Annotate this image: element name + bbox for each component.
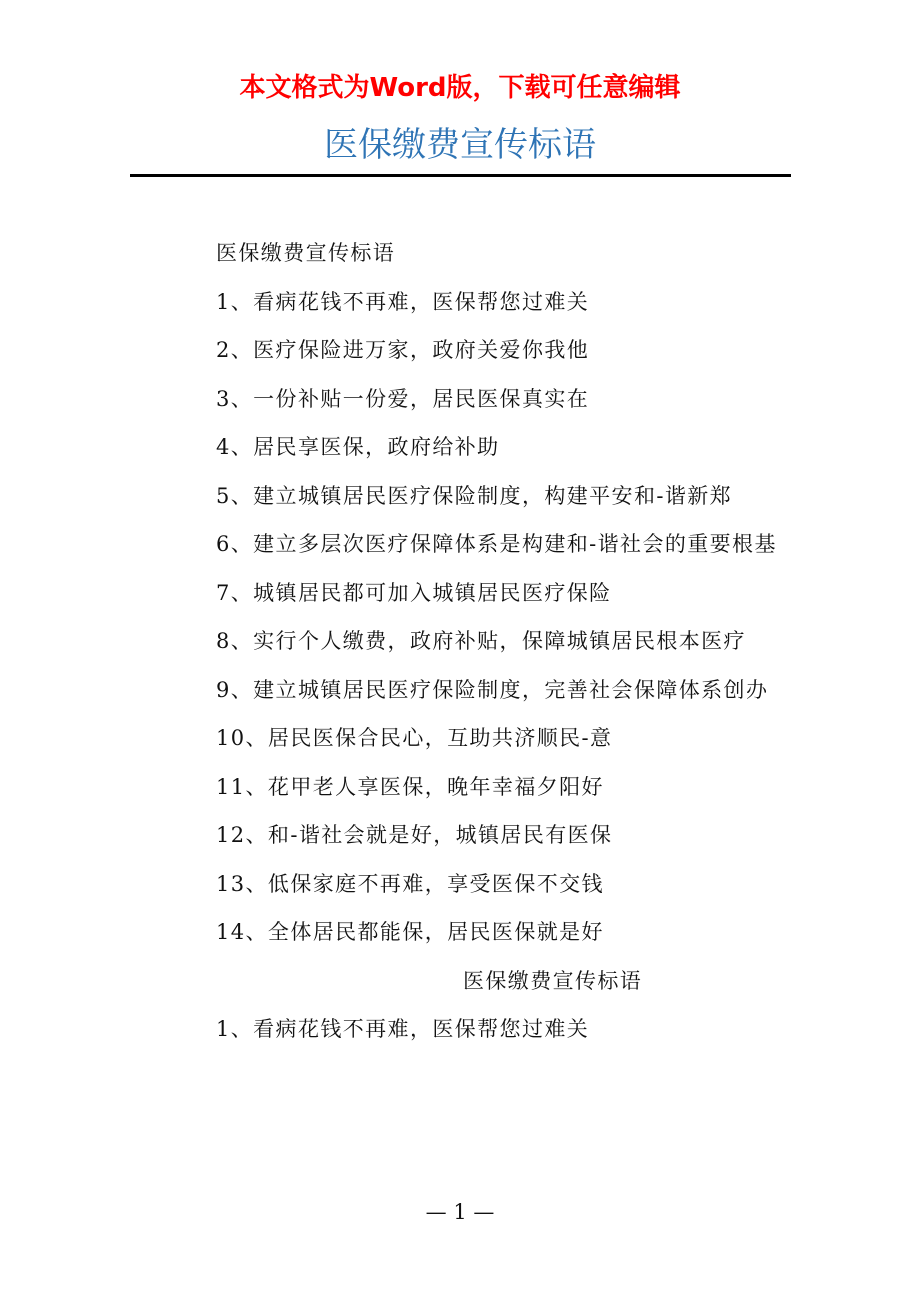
slogan-item: 6、建立多层次医疗保障体系是构建和-谐社会的重要根基 [216,532,777,556]
slogan-item: 8、实行个人缴费，政府补贴，保障城镇居民根本医疗 [216,629,746,653]
slogan-item: 13、低保家庭不再难，享受医保不交钱 [216,871,604,896]
page-number: — 1 — [425,1200,495,1224]
slogan-item: 4、居民享医保，政府给补助 [216,435,500,459]
body-subheading: 医保缴费宣传标语 [463,968,643,993]
slogan-item: 14、全体居民都能保，居民医保就是好 [216,920,604,944]
slogan-item: 10、居民医保合民心，互助共济顺民-意 [216,726,613,750]
body-heading: 医保缴费宣传标语 [216,241,396,265]
slogan-item: 12、和-谐社会就是好，城镇居民有医保 [216,823,613,847]
document-title: 医保缴费宣传标语 [324,125,596,165]
slogan-item: 11、花甲老人享医保，晚年幸福夕阳好 [216,774,604,799]
slogan-item: 7、城镇居民都可加入城镇居民医疗保险 [216,580,612,605]
slogan-item: 3、一份补贴一份爱，居民医保真实在 [216,386,590,411]
slogan-item: 1、看病花钱不再难，医保帮您过难关 [216,1017,590,1041]
slogan-item: 1、看病花钱不再难，医保帮您过难关 [216,289,590,314]
word-format-notice: 本文格式为Word版，下载可任意编辑 [239,73,681,103]
slogan-item: 9、建立城镇居民医疗保险制度，完善社会保障体系创办 [216,677,769,702]
document-body [140,229,782,1054]
slogan-item: 5、建立城镇居民医疗保险制度，构建平安和-谐新郑 [216,483,733,508]
header-divider [130,174,791,177]
slogan-item: 2、医疗保险进万家，政府关爱你我他 [216,338,590,362]
